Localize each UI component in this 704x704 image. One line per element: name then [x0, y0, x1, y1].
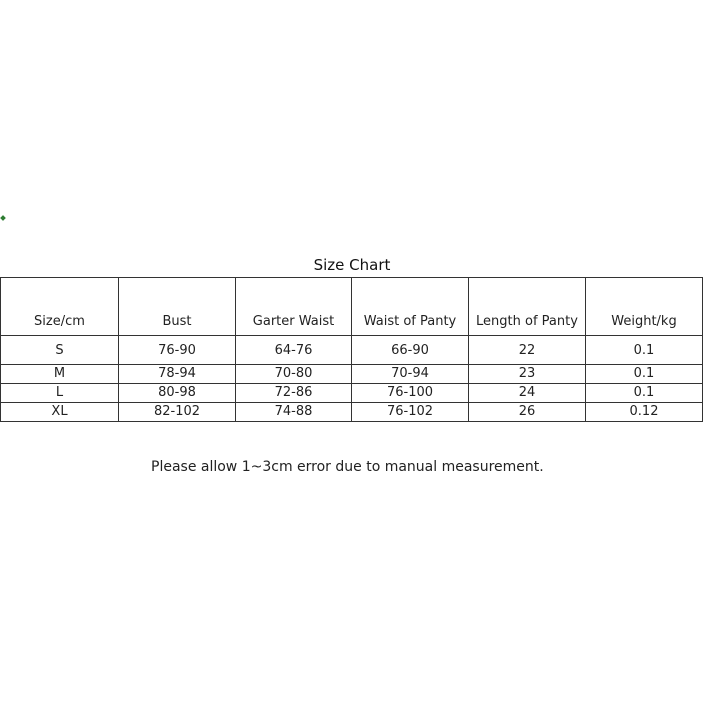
- table-cell: 80-98: [119, 384, 236, 403]
- header-bust: Bust: [119, 278, 236, 336]
- table-row: [1, 384, 703, 403]
- table-row: [1, 403, 703, 422]
- table-cell: 76-102: [352, 403, 469, 422]
- table-cell: 0.1: [586, 365, 703, 384]
- table-cell: 26: [469, 403, 586, 422]
- table-cell: M: [1, 365, 119, 384]
- table-cell: L: [1, 384, 119, 403]
- table-cell: 72-86: [236, 384, 352, 403]
- table-cell: 64-76: [236, 336, 352, 365]
- header-garter-waist: Garter Waist: [236, 278, 352, 336]
- table-cell: 70-80: [236, 365, 352, 384]
- measurement-note: Please allow 1~3cm error due to manual measurement.: [151, 459, 544, 475]
- table-cell: 0.1: [586, 384, 703, 403]
- table-cell: 70-94: [352, 365, 469, 384]
- table-cell: 76-90: [119, 336, 236, 365]
- chart-title: Size Chart: [313, 256, 391, 274]
- table-cell: 66-90: [352, 336, 469, 365]
- table-cell: 78-94: [119, 365, 236, 384]
- table-cell: XL: [1, 403, 119, 422]
- table-cell: 24: [469, 384, 586, 403]
- table-cell: 76-100: [352, 384, 469, 403]
- table-cell: 22: [469, 336, 586, 365]
- header-weight: Weight/kg: [586, 278, 703, 336]
- header-size: Size/cm: [1, 278, 119, 336]
- corner-mark: [0, 215, 6, 221]
- table-cell: 23: [469, 365, 586, 384]
- header-waist-of-panty: Waist of Panty: [352, 278, 469, 336]
- size-table: [0, 277, 703, 422]
- table-cell: 82-102: [119, 403, 236, 422]
- table-header-row: [1, 278, 703, 336]
- table-row: [1, 365, 703, 384]
- table-row: [1, 336, 703, 365]
- table-cell: 0.12: [586, 403, 703, 422]
- table-cell: S: [1, 336, 119, 365]
- table-cell: 0.1: [586, 336, 703, 365]
- header-length-of-panty: Length of Panty: [469, 278, 586, 336]
- table-cell: 74-88: [236, 403, 352, 422]
